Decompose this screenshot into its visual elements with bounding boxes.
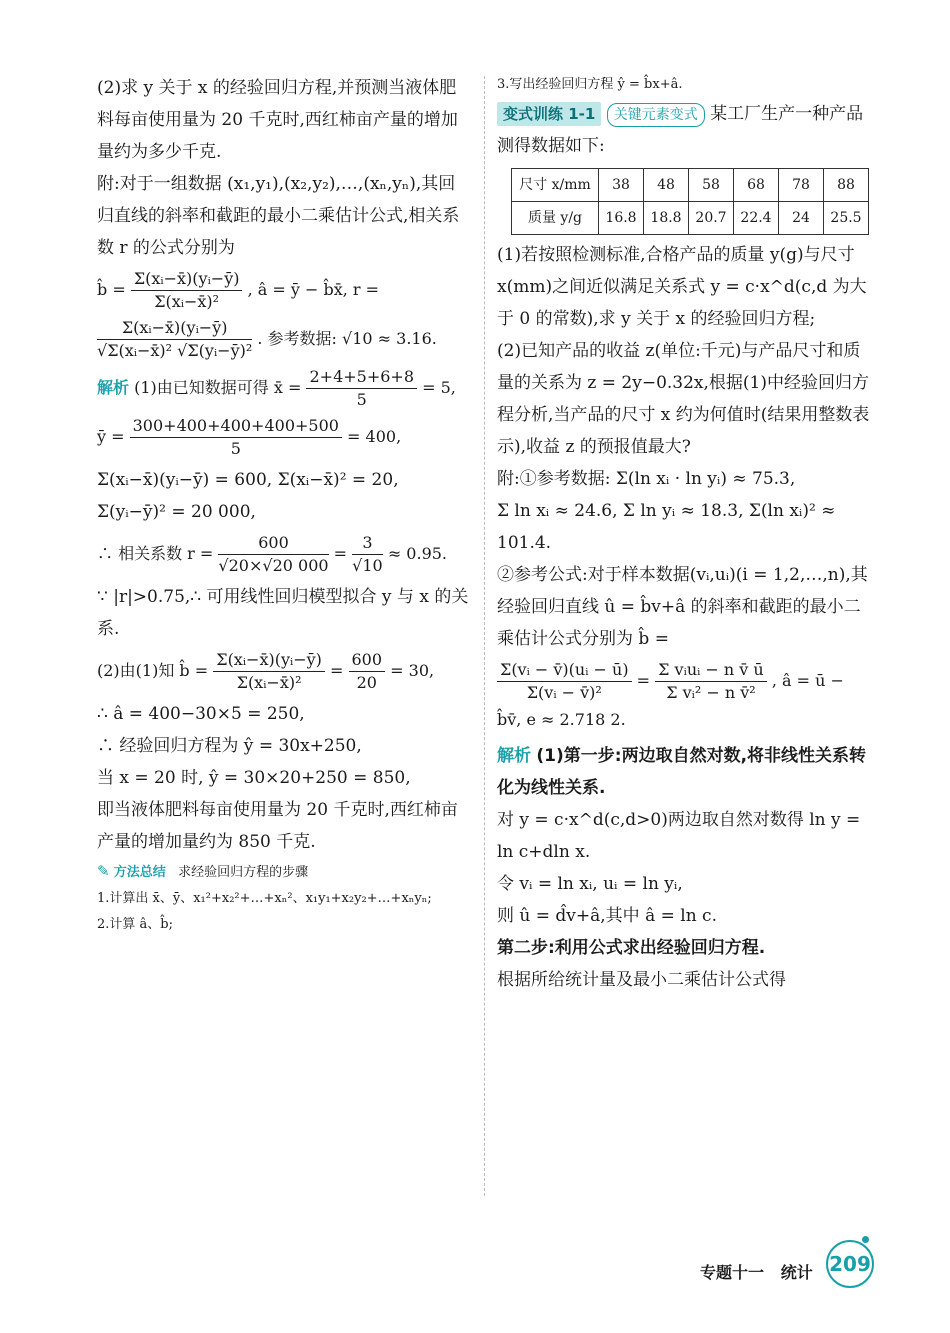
page-number: 209 [826,1240,874,1288]
ref-fraction-2: Σ vᵢuᵢ − n v̄ ū Σ vᵢ² − n v̄² [655,659,767,704]
mean-x-fraction: $\frac{2+4+5+6+8}{5}$ [306,366,417,411]
solution-sums: Σ(xᵢ−x̄)(yᵢ−ȳ) = 600, Σ(xᵢ−x̄)² = 20, [97,470,399,490]
solution-correlation: ∴ 相关系数 r = $\frac{600}{√20\times√20 000}$ = $\frac{3}{√10}$ ≈ 0.95. [97,533,448,575]
method-step-1: 1.计算出 x̄、ȳ、x₁²+x₂²+…+xₙ²、x₁y₁+x₂y₂+…+xₙyₙ; [97,891,432,906]
left-column [97,72,469,938]
correlation-formula: $\frac{\text{Σ(xᵢ−x̄)(yᵢ−ȳ)}}{\text{√Σ(xᵢ−x̄)² √Σ(yᵢ−ȳ)²}}$ . 参考数据: √10 ≈ 3.16. [97,318,437,360]
solution-mean-x: 解析 (1)由已知数据可得 x̄ = $\frac{2+4+5+6+8}{5}$ = 5, [97,367,456,409]
footer-subject: 统计 [780,1263,813,1282]
solution-prediction: 当 x = 20 时, ŷ = 30×20+250 = 850, [97,768,411,788]
correlation-fraction: $\frac{\text{Σ(xᵢ−x̄)(yᵢ−ȳ)}}{\text{√Σ(xᵢ−x̄)² √Σ(yᵢ−ȳ)²}}$ [97,318,253,360]
variant-badge: 关键元素变式 [607,103,705,127]
solution-label: 解析 [497,746,531,766]
table-row: 尺寸 x/mm 38 48 58 68 78 88 [512,169,869,202]
slope-formula: b̂ = $\frac{\text{Σ(xᵢ−x̄)(yᵢ−ȳ)}}{\text{Σ(xᵢ−x̄)²}}$ , â = ȳ − b̂x̄, r = [97,269,380,311]
solution-equation: ∴ 经验回归方程为 ŷ = 30x+250, [97,736,362,756]
mean-y-fraction: $\frac{300+400+400+400+500}{5}$ [130,415,342,460]
solution-intercept: ∴ â = 400−30×5 = 250, [97,704,305,724]
pen-icon: ✎ [97,862,110,880]
solution-sum-y: Σ(yᵢ−ȳ)² = 20 000, [97,502,256,522]
solution-mean-y: ȳ = $\frac{300+400+400+400+500}{5}$ = 400, [97,416,402,458]
reference-formula: ②参考公式:对于样本数据(vᵢ,uᵢ)(i = 1,2,…,n),其经验回归直线 û = b̂v+â 的斜率和截距的最小二乘估计公式分别为 b̂ = [497,565,868,649]
method-summary-heading: ✎ 方法总结 求经验回归方程的步骤 [97,862,309,880]
page-footer [700,1260,813,1283]
appendix-text: 附:对于一组数据 (x₁,y₁),(x₂,y₂),…,(xₙ,yₙ),其回归直线的斜率和截距的最小二乘估计公式,相关系数 r 的公式分别为 [97,174,460,258]
exercise-question-2: (2)已知产品的收益 z(单位:千元)与产品尺寸和质量的关系为 z = 2y−0.32x,根据(1)中经验回归方程分析,当产品的尺寸 x 约为何值时(结果用整数表示),收益 z 的预报值最大? [497,341,870,457]
solution-conclusion-1: ∵ |r|>0.75,∴ 可用线性回归模型拟合 y 与 x 的关系. [97,587,469,639]
r-fraction: $\frac{600}{√20\times√20 000}$ [218,533,329,575]
exercise-question-1: (1)若按照检测标准,合格产品的质量 y(g)与尺寸 x(mm)之间近似满足关系式 y = c·x^d(c,d 为大于 0 的常数),求 y 关于 x 的经验回归方程; [497,245,867,329]
solution-step-1: 解析 (1)第一步:两边取自然对数,将非线性关系转化为线性关系. [497,746,867,798]
b-value-fraction: $\frac{600}{20}$ [349,649,386,694]
column-divider [484,76,485,1196]
solution-text-4: 根据所给统计量及最小二乘估计公式得 [497,970,786,990]
data-table [511,168,869,235]
footer-topic: 专题十一 [700,1263,765,1282]
method-step-3: 3.写出经验回归方程 ŷ = b̂x+â. [497,77,683,92]
solution-label: 解析 [97,378,130,397]
solution-text-2: 令 vᵢ = ln xᵢ, uᵢ = ln yᵢ, [497,874,683,894]
page-number-dot [862,1236,869,1243]
question-part-2: (2)求 y 关于 x 的经验回归方程,并预测当液体肥料每亩使用量为 20 千克时,西红柿亩产量的增加量约为多少千克. [97,78,458,162]
solution-text-3: 则 û = d̂v+â,其中 â = ln c. [497,906,717,926]
ref-fraction-1: $\frac{\text{Σ(vᵢ − v̄)(uᵢ − ū)}}{\text{Σ(vᵢ − v̄)²}}$ [497,659,632,704]
r-simplified-fraction: $\frac{3}{√10}$ [352,533,383,575]
exercise-intro: 变式训练 1-1 关键元素变式 某工厂生产一种产品测得数据如下: [497,104,864,156]
solution-step-2: 第二步:利用公式求出经验回归方程. [497,938,766,958]
solution-answer: 即当液体肥料每亩使用量为 20 千克时,西红柿亩产量的增加量约为 850 千克. [97,800,458,852]
method-step-2: 2.计算 â、b̂; [97,917,173,932]
b-fraction: $\frac{\text{Σ(xᵢ−x̄)(yᵢ−ȳ)}}{\text{Σ(xᵢ−x̄)²}}$ [213,649,325,694]
slope-fraction: $\frac{\text{Σ(xᵢ−x̄)(yᵢ−ȳ)}}{\text{Σ(xᵢ−x̄)²}}$ [131,268,243,313]
reference-data-1: 附:①参考数据: Σ(ln xᵢ · ln yᵢ) ≈ 75.3, [497,469,796,489]
right-column [497,72,872,996]
reference-slope-formula: $\frac{\text{Σ(vᵢ − v̄)(uᵢ − ū)}}{\text{Σ(vᵢ − v̄)²}}$ = Σ vᵢuᵢ − n v̄ ū Σ vᵢ² − n v̄² , â = ū − b̂v̄, e ≈ 2.718 2. [497,660,844,729]
exercise-badge: 变式训练 1-1 [497,102,601,126]
reference-data-2: Σ ln xᵢ ≈ 24.6, Σ ln yᵢ ≈ 18.3, Σ(ln xᵢ)² ≈ 101.4. [497,501,836,553]
solution-slope: (2)由(1)知 b̂ = $\frac{\text{Σ(xᵢ−x̄)(yᵢ−ȳ)}}{\text{Σ(xᵢ−x̄)²}}$ = $\frac{600}{20}$ = 30, [97,650,435,692]
table-row: 质量 y/g 16.8 18.8 20.7 22.4 24 25.5 [512,202,869,235]
solution-text-1: 对 y = c·x^d(c,d>0)两边取自然对数得 ln y = ln c+dln x. [497,810,861,862]
